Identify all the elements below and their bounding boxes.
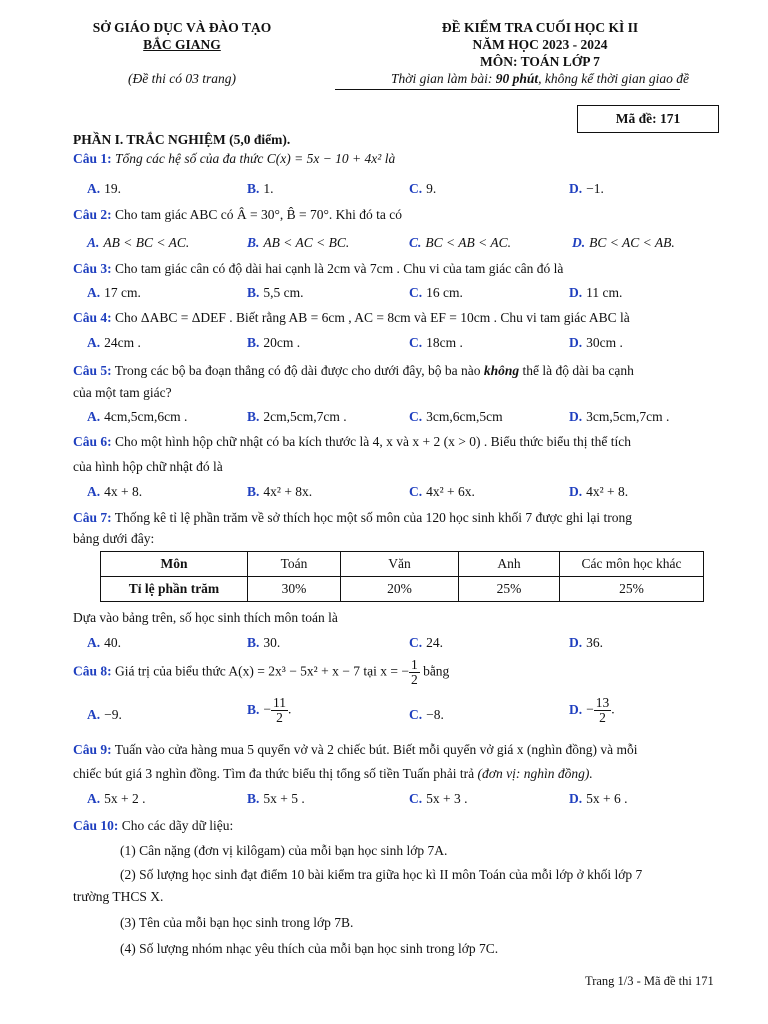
table-cell: Văn (341, 552, 459, 577)
question-6-line-2: của hình hộp chữ nhật đó là (73, 459, 223, 474)
table-row (101, 577, 704, 602)
q5-option-c[interactable]: C. 3cm,6cm,5cm (409, 409, 503, 424)
subject: MÔN: TOÁN LỚP 7 (480, 54, 600, 69)
q2-option-d[interactable]: D. BC < AC < AB. (572, 235, 675, 250)
table-cell: 30% (248, 577, 341, 602)
question-7: Câu 7: Thống kê tỉ lệ phần trăm về sở thích học một số môn của 120 học sinh khối 7 được ghi lại trong (73, 510, 633, 525)
question-2: Câu 2: Cho tam giác ABC có Â = 30°, B̂ = 70°. Khi đó ta có (73, 207, 403, 222)
q10-item-1: (1) Cân nặng (đơn vị kilôgam) của mỗi bạn học sinh lớp 7A. (120, 843, 448, 858)
q10-item-2-cont: trường THCS X. (73, 889, 164, 904)
page-count-note: (Đề thi có 03 trang) (128, 71, 236, 86)
q6-option-d[interactable]: D. 4x² + 8. (569, 484, 629, 499)
question-7-line-2: bảng dưới đây: (73, 531, 155, 546)
department-name: SỞ GIÁO DỤC VÀ ĐÀO TẠO (92, 20, 272, 35)
q10-item-4: (4) Số lượng nhóm nhạc yêu thích của mỗi bạn học sinh trong lớp 7C. (120, 941, 499, 956)
q7-option-c[interactable]: C. 24. (409, 635, 443, 650)
q8-option-d[interactable]: D. − $\frac{13}{2}$ . (569, 695, 615, 725)
question-8: Câu 8: Giá trị của biểu thức A(x) = 2x³ − 5x² + x − 7 tại x = − $\frac{1}{2}$ bằng (73, 657, 450, 687)
q1-option-b[interactable]: B. 1. (247, 181, 274, 196)
q9-option-b[interactable]: B. 5x + 5 . (247, 791, 305, 806)
fraction: $\frac{13}{2}$ (595, 695, 610, 725)
question-4: Câu 4: Cho ΔABC = ΔDEF . Biết rằng AB = 6cm , AC = 8cm và EF = 10cm . Chu vi tam giác ABC là (73, 310, 630, 325)
question-5: Câu 5: Trong các bộ ba đoạn thẳng có độ dài được cho dưới đây, bộ ba nào không thể là độ dài ba cạnh (73, 363, 634, 378)
q6-option-b[interactable]: B. 4x² + 8x. (247, 484, 313, 499)
question-9-line-2: chiếc bút giá 3 nghìn đồng. Tìm đa thức biểu thị tổng số tiền Tuấn phải trả (đơn vị: nghìn đồng). (73, 766, 593, 781)
q7-option-a[interactable]: A. 40. (87, 635, 121, 650)
school-year: NĂM HỌC 2023 - 2024 (472, 37, 608, 52)
table-cell: 20% (341, 577, 459, 602)
q8-option-b[interactable]: B. − $\frac{11}{2}$ . (247, 695, 292, 725)
q4-option-b[interactable]: B. 20cm . (247, 335, 301, 350)
page-footer: Trang 1/3 - Mã đề thi 171 (585, 974, 714, 988)
question-9: Câu 9: Tuấn vào cửa hàng mua 5 quyển vở và 2 chiếc bút. Biết mỗi quyển vở giá x (nghìn đồng) và mỗi (73, 742, 638, 757)
q4-option-d[interactable]: D. 30cm . (569, 335, 623, 350)
q8-option-c[interactable]: C. −8. (409, 707, 444, 722)
q10-item-3: (3) Tên của mỗi bạn học sinh trong lớp 7B. (120, 915, 354, 930)
exam-code-badge: Mã đề: 171 (577, 105, 719, 133)
q2-option-c[interactable]: C. BC < AB < AC. (409, 235, 511, 250)
q3-option-c[interactable]: C. 16 cm. (409, 285, 463, 300)
q9-option-c[interactable]: C. 5x + 3 . (409, 791, 468, 806)
table-cell: Anh (459, 552, 560, 577)
q1-option-c[interactable]: C. 9. (409, 181, 437, 196)
q6-option-c[interactable]: C. 4x² + 6x. (409, 484, 475, 499)
q2-option-b[interactable]: B. AB < AC < BC. (247, 235, 350, 250)
q5-option-b[interactable]: B. 2cm,5cm,7cm . (247, 409, 347, 424)
q10-item-2: (2) Số lượng học sinh đạt điểm 10 bài kiểm tra giữa học kì II môn Toán của mỗi lớp ở khối lớp 7 (120, 867, 643, 882)
table-cell: Toán (248, 552, 341, 577)
q9-option-d[interactable]: D. 5x + 6 . (569, 791, 628, 806)
province-name: BẮC GIANG (143, 37, 221, 52)
question-10: Câu 10: Cho các dãy dữ liệu: (73, 818, 234, 833)
table-cell: Môn (101, 552, 248, 577)
table-cell: 25% (560, 577, 704, 602)
question-1: Câu 1: Tổng các hệ số của đa thức C(x) = 5x − 10 + 4x² là (73, 151, 396, 166)
exam-title: ĐỀ KIỂM TRA CUỐI HỌC KÌ II (441, 20, 639, 35)
q5-option-d[interactable]: D. 3cm,5cm,7cm . (569, 409, 670, 424)
question-5-line-2: của một tam giác? (73, 385, 172, 400)
table-cell: Các môn học khác (560, 552, 704, 577)
q4-option-a[interactable]: A. 24cm . (87, 335, 141, 350)
question-7-after: Dựa vào bảng trên, số học sinh thích môn toán là (73, 610, 338, 625)
q1-option-a[interactable]: A. 19. (87, 181, 121, 196)
question-6: Câu 6: Cho một hình hộp chữ nhật có ba kích thước là 4, x và x + 2 (x > 0) . Biểu thức biểu thị thể tích (73, 434, 631, 449)
q7-option-d[interactable]: D. 36. (569, 635, 603, 650)
q2-option-a[interactable]: A. AB < BC < AC. (87, 235, 190, 250)
q4-option-c[interactable]: C. 18cm . (409, 335, 463, 350)
fraction: $\frac{11}{2}$ (273, 695, 287, 725)
q3-option-b[interactable]: B. 5,5 cm. (247, 285, 304, 300)
q5-option-a[interactable]: A. 4cm,5cm,6cm . (87, 409, 188, 424)
header-divider (335, 89, 680, 90)
q9-option-a[interactable]: A. 5x + 2 . (87, 791, 146, 806)
table-cell: 25% (459, 577, 560, 602)
q3-option-d[interactable]: D. 11 cm. (569, 285, 623, 300)
q8-option-a[interactable]: A. −9. (87, 707, 122, 722)
q1-option-d[interactable]: D. −1. (569, 181, 604, 196)
fraction: $\frac{1}{2}$ (410, 657, 418, 687)
section-title: PHẦN I. TRẮC NGHIỆM (5,0 điểm). (73, 132, 291, 147)
q6-option-a[interactable]: A. 4x + 8. (87, 484, 143, 499)
table-cell: Tỉ lệ phần trăm (101, 577, 248, 602)
q7-option-b[interactable]: B. 30. (247, 635, 281, 650)
q3-option-a[interactable]: A. 17 cm. (87, 285, 141, 300)
stats-table (100, 551, 704, 602)
time-note: Thời gian làm bài: 90 phút, không kể thời gian giao đề (391, 71, 689, 86)
table-header-row (101, 552, 704, 577)
question-3: Câu 3: Cho tam giác cân có độ dài hai cạnh là 2cm và 7cm . Chu vi của tam giác cân đó là (73, 261, 564, 276)
